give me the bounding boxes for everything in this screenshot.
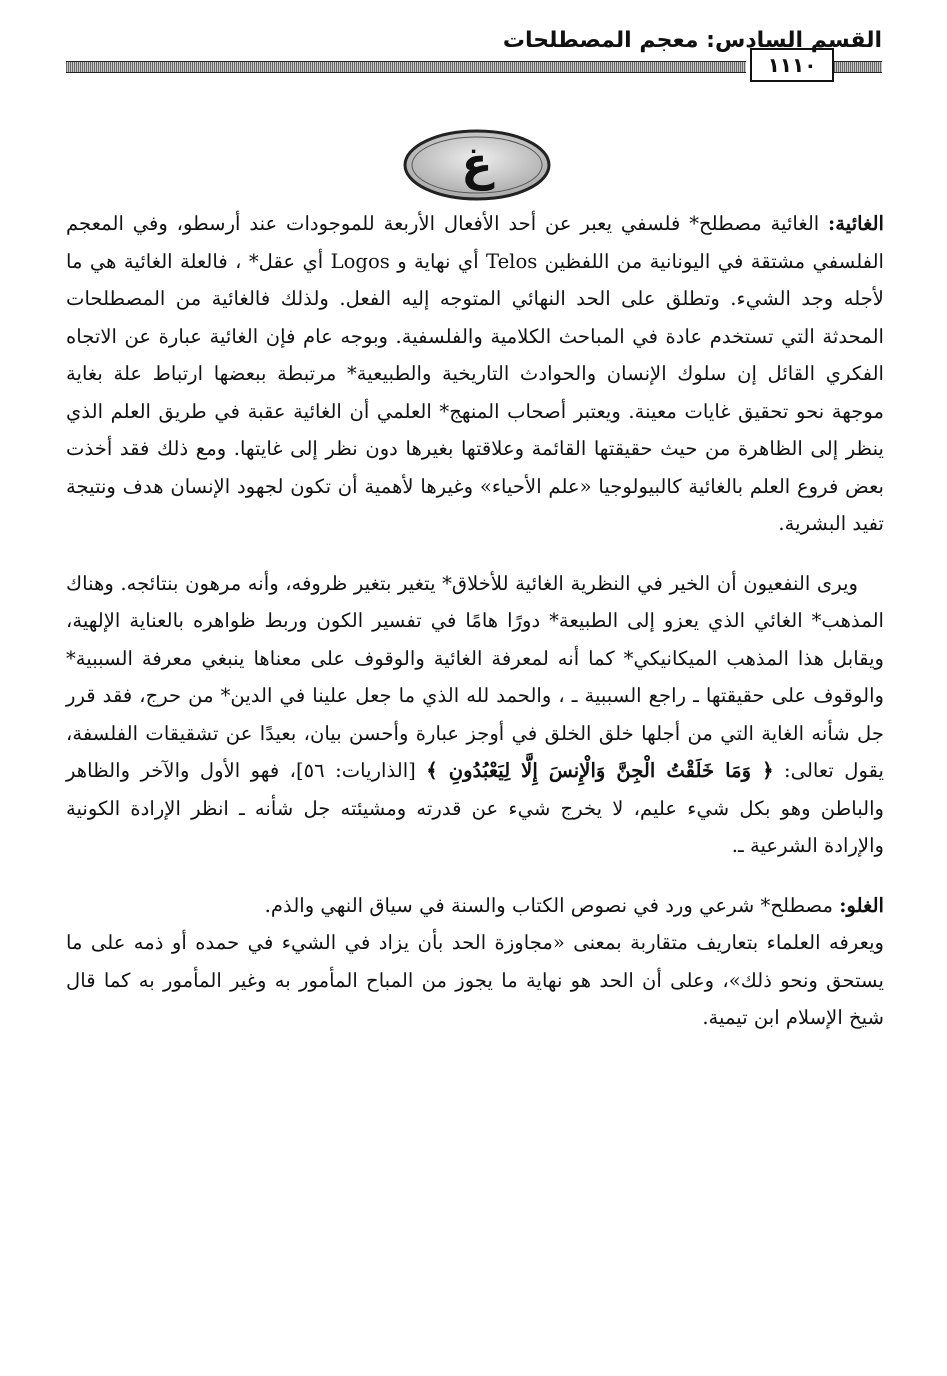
section-letter: غ [461,137,493,191]
entry-term: الغائية: [828,212,884,235]
dictionary-content [66,205,884,1037]
page-header [66,28,882,78]
entry-paragraph [66,924,884,1037]
entry-text: ويعرفه العلماء بتعاريف متقاربة بمعنى «مجاوزة الحد بأن يزاد في الشيء في حمده أو ذمه على ما يستحق ونحو ذلك»، وعلى أن الحد هو نهاية ما يجوز من المباح المأمور به وغير المأمور به كما قال شيخ الإسلام ابن تيمية. [66,931,884,1029]
entry-text: الغائية مصطلح* فلسفي يعبر عن أحد الأفعال الأربعة للموجودات عند أرسطو، وفي المعجم الفلسفي مشتقة في اليونانية من اللفظين Telos أي نهاية و Logos أي عقل* ، فالعلة الغائية هي ما لأجله وجد الشيء. وتطلق على الحد النهائي المتوجه إليه الفعل. ولذلك فالغائية من المصطلحات المحدثة التي تستخدم عادة في المباحث الكلامية والفلسفية. وبوجه عام فإن الغائية عبارة عن الاتجاه الفكري القائل إن سلوك الإنسان والحوادث التاريخية والطبيعية* مرتبطة ببعضها ارتباط علة بغاية موجهة نحو تحقيق غايات معينة. ويعتبر أصحاب المنهج* العلمي أن الغائية عقبة في طريق العلم الذي ينظر إلى الظاهرة من حيث حقيقتها القائمة وعلاقتها بغيرها دون نظر إلى غايتها. ومع ذلك فقد أخذت بعض فروع العلم بالغائية كالبيولوجيا «علم الأحياء» وغيرها لأهمية أن تكون لجهود الإنسان هدف ونتيجة تفيد البشرية. [66,212,885,535]
page-number: ١١١٠ [750,48,834,82]
section-letter-badge [402,128,552,202]
entry-paragraph [66,565,884,865]
entry-text: مصطلح* شرعي ورد في نصوص الكتاب والسنة في سياق النهي والذم. [264,893,840,917]
entry-paragraph [66,887,884,925]
header-rule-right [834,61,882,73]
entry-term: الغلو: [839,893,884,917]
quran-verse: ﴿ وَمَا خَلَقْتُ الْجِنَّ وَالْإِنسَ إِلَّا لِيَعْبُدُونِ ﴾ [426,759,774,782]
entry-text: ويرى النفعيون أن الخير في النظرية الغائية للأخلاق* يتغير بتغير ظروفه، وأنه مرهون بنتائجه. وهناك المذهب* الغائي الذي يعزو إلى الطبيعة* دورًا هامًا في تفسير الكون وربط ظواهره بالعناية الإلهية، ويقابل هذا المذهب الميكانيكي* كما أنه لمعرفة الغائية والوقوف على معناها ينبغي معرفة السببية* والوقوف على حقيقتها ـ راجع السببية ـ ، والحمد لله الذي ما جعل علينا في الدين* من حرج، فقد قرر جل شأنه الغاية التي من أجلها خلق الخلق في أوجز عبارة وأحسن بيان، بعيدًا عن تشقيقات الفلسفة، يقول تعالى: [66,571,884,782]
entry-paragraph [66,205,884,543]
entry-text: [الذاريات: ٥٦]، فهو الأول والآخر والظاهر والباطن وهو بكل شيء عليم، لا يخرج شيء عن قدرته ومشيئته جل شأنه ـ انظر الإرادة الكونية والإرادة الشرعية ـ. [66,759,884,857]
section-title: القسم السادس: معجم المصطلحات [502,28,882,53]
header-rule [66,61,746,73]
